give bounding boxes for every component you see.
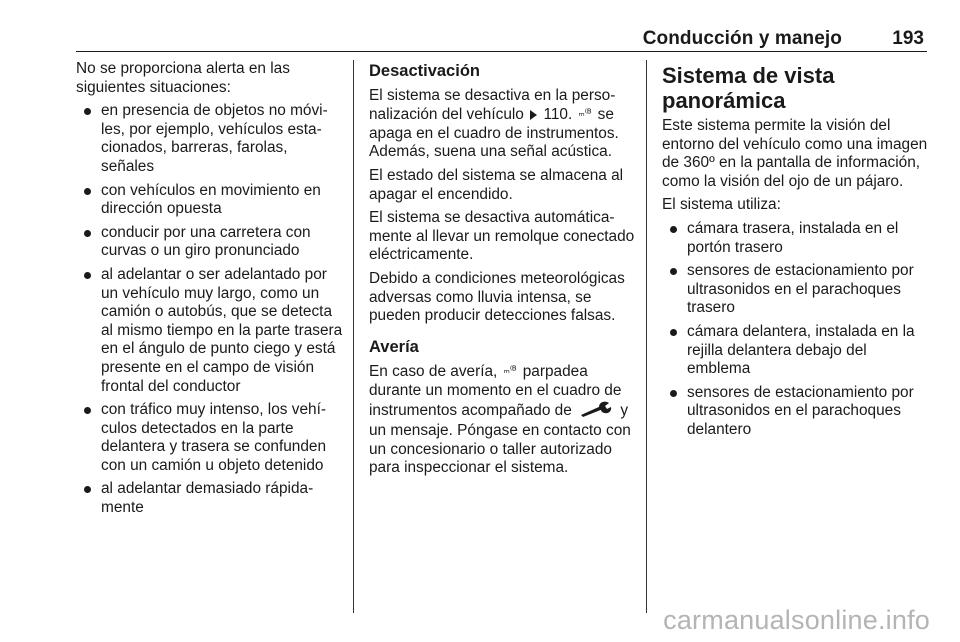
list-item: [76, 401, 344, 475]
column-2: [369, 60, 635, 483]
intro-paragraph: No se proporciona alerta en las siguientes situaciones:: [76, 60, 290, 96]
list-item-text: con tráfico muy intenso, los vehículos detectados en la parte delantera y trasera se confunden con un camión u objeto detenido: [101, 401, 327, 474]
list-item-text: en presencia de objetos no móviles, por ejemplo, vehículos estacionados, barreras, farolas, señales: [101, 102, 328, 175]
deactivation-paragraph-3: El sistema se desactiva automáticamente al llevar un remolque conectado eléctricamente.: [369, 209, 635, 264]
section-title: Conducción y manejo: [642, 28, 842, 49]
list-item: [76, 224, 344, 261]
column-divider-2: [646, 60, 647, 613]
page-reference-link[interactable]: 110.: [543, 106, 573, 124]
bullet-icon: [84, 230, 91, 237]
list-item: [76, 182, 344, 219]
arrow-reference-icon: [530, 110, 537, 120]
list-item-text: sensores de estacionamiento por ultrasonidos en el parachoques delantero: [687, 383, 914, 438]
header-rule: [76, 51, 927, 52]
system-uses-list: [662, 220, 928, 440]
deactivation-paragraph-4: Debido a condiciones meteorológicas adversas como lluvia intensa, se pueden producir detecciones falsas.: [369, 269, 625, 325]
fault-paragraph: [369, 362, 635, 478]
fault-text-a: En caso de avería,: [369, 363, 498, 381]
fault-text-b: parpadea durante un momento en el cuadro de instrumentos acompañado de: [369, 363, 622, 419]
list-item: [662, 262, 928, 318]
bullet-icon: [84, 407, 91, 414]
list-item: [662, 323, 928, 379]
wrench-icon: [579, 401, 613, 423]
list-item-text: cámara delantera, instalada en la rejilla delantera debajo del emblema: [687, 322, 915, 378]
bullet-icon: [84, 486, 91, 493]
blind-spot-sensor-icon: ₘ⁽ᴮ: [503, 365, 517, 377]
panoramic-paragraph-1: Este sistema permite la visión del entorno del vehículo como una imagen de 360º en la pantalla de información, como la visión del ojo de un pájaro.: [662, 117, 928, 190]
list-item-text: sensores de estacionamiento por ultrasonidos en el parachoques trasero: [687, 262, 914, 317]
panoramic-heading: Sistema de vista panorámica: [662, 63, 835, 113]
panoramic-paragraph-2: El sistema utiliza:: [662, 196, 781, 214]
deactivation-paragraph-1: [369, 87, 635, 162]
deactivation-text-b: se apaga en el cuadro de instrumentos. Además, suena una señal acústica.: [369, 106, 619, 161]
bullet-icon: [670, 390, 677, 397]
bullet-icon: [670, 226, 677, 233]
page-header: [0, 0, 960, 54]
fault-text-c: y un mensaje. Póngase en contacto con un concesionario o taller autorizado para inspeccionar el sistema.: [369, 401, 631, 477]
bullet-icon: [84, 108, 91, 115]
list-item: [76, 102, 344, 176]
list-item-text: al adelantar demasiado rápidamente: [101, 480, 314, 517]
blind-spot-sensor-icon: ₘ⁽ᴮ: [578, 108, 592, 120]
watermark: carmanualsonline.info: [663, 605, 930, 635]
list-item-text: cámara trasera, instalada en el portón trasero: [687, 219, 899, 256]
list-item-text: al adelantar o ser adelantado por un vehículo muy largo, como un camión o autobús, que se detecta al mismo tiempo en la parte trasera en el ángulo de punto ciego y está presente en el campo de visión frontal del conductor: [101, 265, 343, 395]
list-item-text: conducir por una carretera con curvas o un giro pronunciado: [101, 223, 311, 260]
fault-heading: Avería: [369, 337, 419, 356]
list-item: [662, 384, 928, 440]
column-3: [662, 60, 928, 445]
bullet-icon: [670, 329, 677, 336]
list-item-text: con vehículos en movimiento en dirección opuesta: [101, 181, 321, 218]
page-number: 193: [892, 28, 924, 49]
bullet-icon: [670, 268, 677, 275]
column-1: [76, 60, 344, 523]
no-alert-list: [76, 102, 344, 517]
deactivation-heading: Desactivación: [369, 62, 480, 80]
deactivation-text-a: El sistema se desactiva en la personalización del vehículo: [369, 86, 616, 124]
list-item: [76, 480, 344, 517]
list-item: [662, 220, 928, 257]
deactivation-paragraph-2: El estado del sistema se almacena al apagar el encendido.: [369, 166, 624, 203]
column-divider-1: [353, 60, 354, 613]
list-item: [76, 266, 344, 396]
bullet-icon: [84, 272, 91, 279]
bullet-icon: [84, 188, 91, 195]
